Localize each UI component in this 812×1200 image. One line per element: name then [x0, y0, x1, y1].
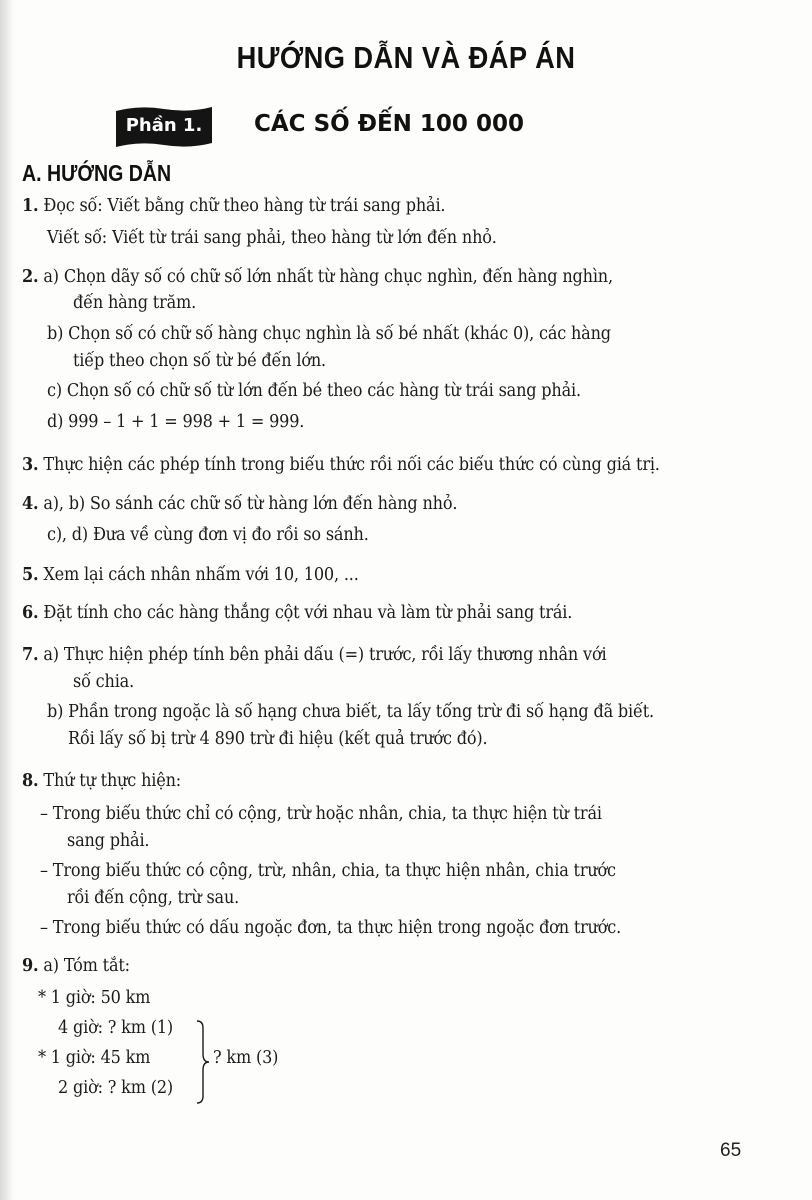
item-2a-continuation: đến hàng trăm.: [73, 293, 197, 313]
item-text: a) Chọn dãy số có chữ số lớn nhất từ hàng chục nghìn, đến hàng nghìn,: [43, 267, 613, 287]
item-8-rule-3: – Trong biểu thức có dấu ngoặc đơn, ta thực hiện trong ngoặc đơn trước.: [40, 918, 622, 938]
part-badge: [114, 105, 214, 149]
summary-line-1: * 1 giờ: 50 km: [38, 988, 151, 1008]
item-2b-continuation: tiếp theo chọn số từ bé đến lớn.: [73, 351, 326, 371]
item-text: a), b) So sánh các chữ số từ hàng lớn đến hàng nhỏ.: [43, 494, 458, 514]
item-number: 7.: [22, 645, 39, 665]
item-1-continuation: Viết số: Viết từ trái sang phải, theo hàng từ lớn đến nhỏ.: [47, 228, 497, 248]
item-number: 6.: [22, 603, 39, 623]
item-7a: [22, 645, 606, 665]
item-number: 4.: [22, 494, 39, 514]
item-4ab: [22, 494, 457, 514]
item-8: [22, 771, 181, 791]
section-heading: A. HƯỚNG DẪN: [22, 160, 172, 186]
page-number: 65: [720, 1140, 742, 1161]
item-8-rule-1-continuation: sang phải.: [67, 831, 150, 851]
right-brace-icon: [196, 1020, 210, 1104]
part-title: CÁC SỐ ĐẾN 100 000: [254, 111, 524, 137]
summary-line-4: 2 giờ: ? km (2): [58, 1078, 173, 1098]
item-7a-continuation: số chia.: [73, 672, 135, 692]
item-7b: b) Phần trong ngoặc là số hạng chưa biết, ta lấy tổng trừ đi số hạng đã biết.: [47, 702, 654, 722]
item-5: [22, 565, 359, 585]
item-6: [22, 603, 572, 623]
item-2c: c) Chọn số có chữ số từ lớn đến bé theo các hàng từ trái sang phải.: [47, 381, 581, 401]
item-text: Thứ tự thực hiện:: [43, 771, 182, 791]
item-2a: [22, 267, 613, 287]
item-number: 2.: [22, 267, 39, 287]
item-text: Thực hiện các phép tính trong biểu thức rồi nối các biểu thức có cùng giá trị.: [43, 455, 660, 475]
part-badge-label: Phần 1.: [125, 115, 203, 136]
item-8-rule-2-continuation: rồi đến cộng, trừ sau.: [67, 888, 240, 908]
item-text: Đặt tính cho các hàng thẳng cột với nhau và làm từ phải sang trái.: [43, 603, 573, 623]
item-text: a) Thực hiện phép tính bên phải dấu (=) trước, rồi lấy thương nhân với: [43, 645, 607, 665]
item-2d: d) 999 – 1 + 1 = 998 + 1 = 999.: [47, 412, 305, 432]
item-2b: b) Chọn số có chữ số hàng chục nghìn là số bé nhất (khác 0), các hàng: [47, 324, 611, 344]
page-gutter-shadow: [0, 0, 14, 1200]
item-7b-continuation: Rồi lấy số bị trừ 4 890 trừ đi hiệu (kết quả trước đó).: [68, 729, 488, 749]
item-number: 3.: [22, 455, 39, 475]
item-3: [22, 455, 660, 475]
item-text: a) Tóm tắt:: [43, 956, 130, 976]
item-number: 1.: [22, 196, 39, 216]
item-text: Xem lại cách nhân nhẩm với 10, 100, ...: [43, 565, 359, 585]
item-8-rule-1: – Trong biểu thức chỉ có cộng, trừ hoặc nhân, chia, ta thực hiện từ trái: [40, 804, 602, 824]
item-number: 8.: [22, 771, 39, 791]
summary-line-2: 4 giờ: ? km (1): [58, 1018, 173, 1038]
item-8-rule-2: – Trong biểu thức có cộng, trừ, nhân, chia, ta thực hiện nhân, chia trước: [40, 861, 616, 881]
summary-line-3: * 1 giờ: 45 km: [38, 1048, 151, 1068]
item-text: Đọc số: Viết bằng chữ theo hàng từ trái sang phải.: [43, 196, 446, 216]
item-9a: [22, 956, 130, 976]
item-4cd: c), d) Đưa về cùng đơn vị đo rồi so sánh.: [47, 525, 369, 545]
item-1: [22, 196, 445, 216]
item-number: 9.: [22, 956, 39, 976]
page-title: HƯỚNG DẪN VÀ ĐÁP ÁN: [236, 40, 576, 75]
item-number: 5.: [22, 565, 39, 585]
summary-total: ? km (3): [213, 1048, 279, 1068]
